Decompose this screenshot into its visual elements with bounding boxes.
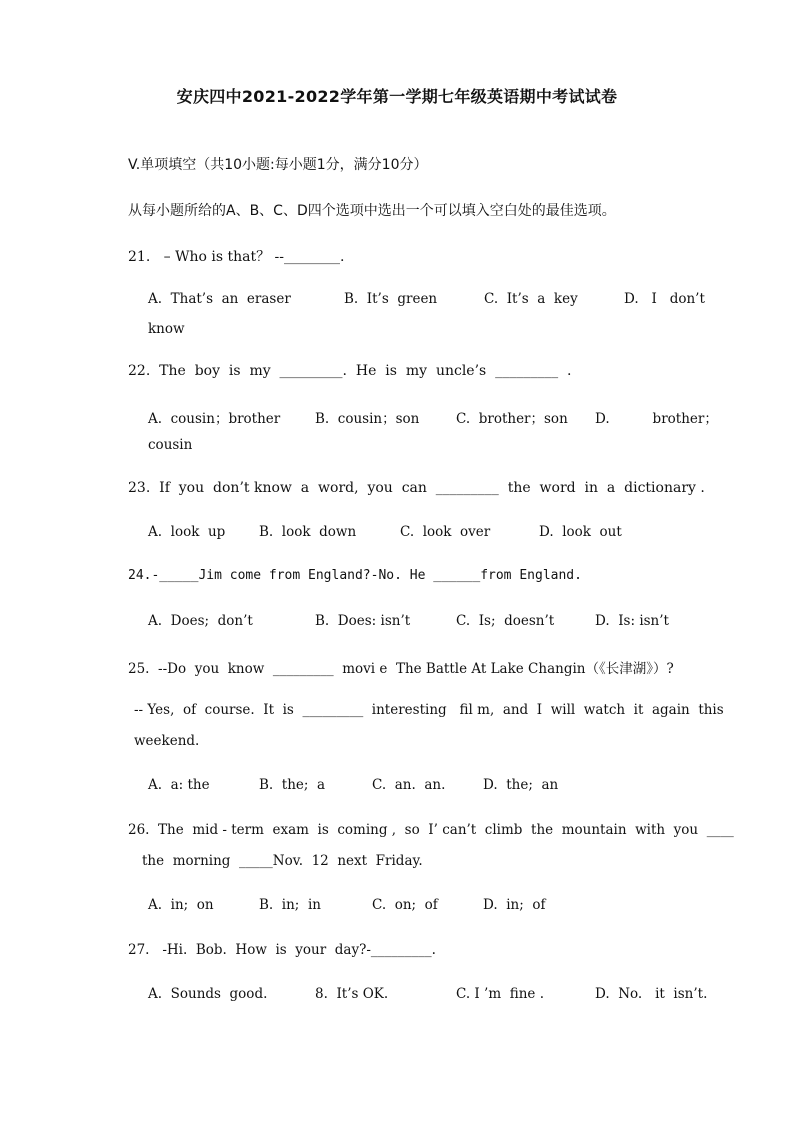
option-a: A. Does; don’t bbox=[148, 613, 253, 629]
option-c: C. on; of bbox=[372, 897, 438, 913]
option-b: B. the; a bbox=[259, 777, 326, 793]
question-26-stem: 26. The mid - term exam is coming , so I’ can’t climb the mountain with you ____ bbox=[128, 822, 734, 838]
question-22-options bbox=[148, 407, 718, 427]
question-22-stem: 22. The boy is my _________. He is my uncle’s _________ . bbox=[128, 363, 572, 379]
option-d: D. the; an bbox=[483, 777, 559, 793]
option-b: B. cousin；son bbox=[315, 411, 420, 427]
question-25-answer-continuation: weekend. bbox=[134, 733, 200, 749]
question-21-stem: 21. – Who is that？ --________. bbox=[128, 249, 345, 265]
question-22-continuation: cousin bbox=[148, 437, 193, 453]
option-c: C. Is; doesn’t bbox=[456, 613, 555, 629]
section-instruction: 从每小题所给的A、B、C、D四个选项中选出一个可以填入空白处的最佳选项。 bbox=[128, 203, 616, 219]
section-heading: V.单项填空（共10小题:每小题1分，满分10分） bbox=[128, 157, 428, 173]
option-a: A. a: the bbox=[148, 777, 210, 793]
option-c: C. look over bbox=[400, 524, 491, 540]
question-24-stem: 24.-_____Jim come from England?-No. He ______from England. bbox=[128, 568, 582, 583]
option-a: A. in; on bbox=[148, 897, 214, 913]
option-b: 8. It’s OK. bbox=[315, 986, 389, 1002]
question-21-options bbox=[148, 291, 714, 311]
question-26-options bbox=[148, 897, 714, 917]
option-b: B. look down bbox=[259, 524, 357, 540]
question-25-options bbox=[148, 777, 714, 797]
option-b: B. in; in bbox=[259, 897, 321, 913]
option-d: D. I don’t bbox=[624, 291, 705, 307]
question-27-options bbox=[148, 986, 714, 1006]
option-b: B. Does: isn’t bbox=[315, 613, 411, 629]
option-a: A. cousin；brother bbox=[148, 411, 281, 427]
question-25-stem: 25. --Do you know _________ movi e The Battle At Lake Changin（《长津湖》）? bbox=[128, 661, 674, 677]
option-c: C. an. an. bbox=[372, 777, 446, 793]
option-c: C. It’s a key bbox=[484, 291, 578, 307]
question-24-options bbox=[148, 613, 714, 633]
option-c: C. brother；son bbox=[456, 411, 568, 427]
question-25-answer-line: -- Yes, of course. It is _________ interesting fil m, and I will watch it again this bbox=[134, 702, 724, 718]
option-d: D. in; of bbox=[483, 897, 546, 913]
option-d: D. Is: isn’t bbox=[595, 613, 669, 629]
question-21-continuation: know bbox=[148, 321, 185, 337]
option-d: D. look out bbox=[539, 524, 622, 540]
option-a: A. look up bbox=[148, 524, 226, 540]
option-c: C. I ’m fine . bbox=[456, 986, 545, 1002]
question-23-stem: 23. If you don’t know a word, you can _________ the word in a dictionary . bbox=[128, 480, 705, 496]
option-a: A. Sounds good. bbox=[148, 986, 268, 1002]
option-d: D. No. it isn’t. bbox=[595, 986, 708, 1002]
option-b: B. It’s green bbox=[344, 291, 438, 307]
page-title: 安庆四中2021-2022学年第一学期七年级英语期中考试试卷 bbox=[176, 87, 618, 106]
option-d: D. brother； bbox=[595, 411, 718, 427]
option-a: A. That’s an eraser bbox=[148, 291, 291, 307]
question-23-options bbox=[148, 524, 714, 544]
question-26-stem-continuation: the morning _____Nov. 12 next Friday. bbox=[142, 853, 423, 869]
question-27-stem: 27. -Hi. Bob. How is your day?-_________. bbox=[128, 942, 436, 958]
